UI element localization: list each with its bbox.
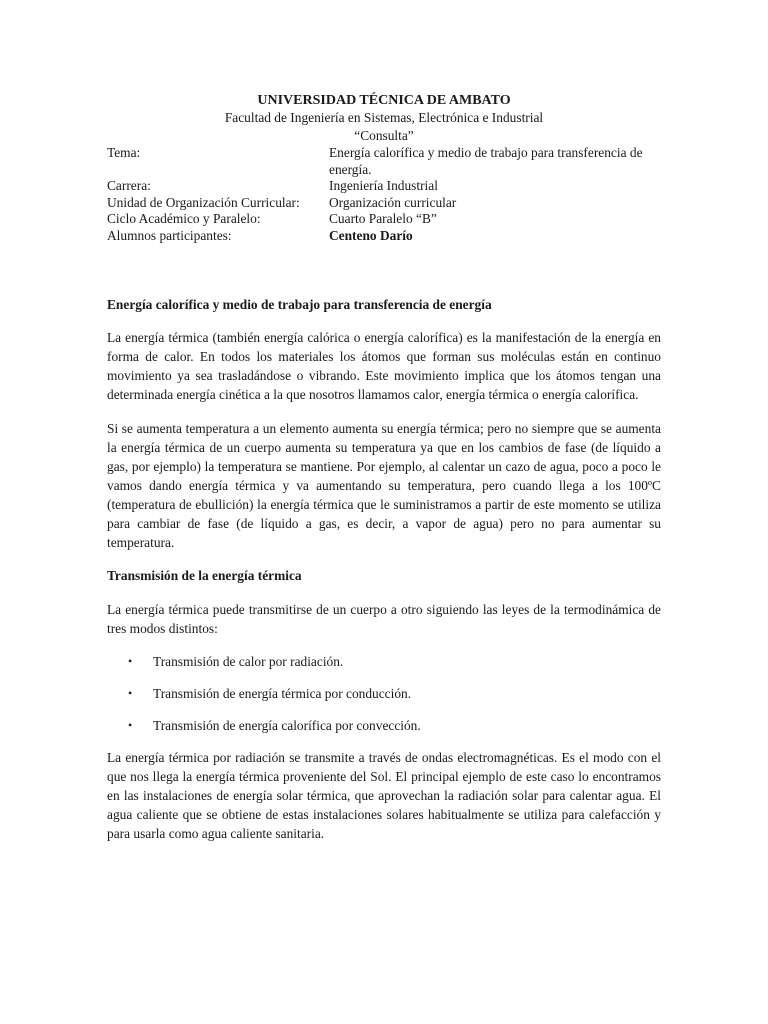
- bullet-icon: •: [128, 686, 133, 700]
- info-value-unidad: Organización curricular: [329, 194, 457, 210]
- paragraph-definition: La energía térmica (también energía calórica o energía calorífica) es la manifestación de la energía en forma de calor. En todos los materiales los átomos que forman sus moléculas están en continuo movimiento ya sea trasladándose o vibrando. Este movimiento implica que los átomos tengan una determinada energía cinética a la que nosotros llamamos calor, energía térmica o energía calorífica.: [107, 330, 661, 402]
- info-label-tema: Tema:: [107, 145, 141, 160]
- list-item: [107, 716, 661, 735]
- list-item-text: Transmisión de energía térmica por conducción.: [153, 686, 412, 701]
- section-heading-energy: Energía calorífica y medio de trabajo para transferencia de energía: [107, 297, 492, 312]
- info-value-alumnos: Centeno Darío: [329, 227, 413, 243]
- info-value-ciclo: Cuarto Paralelo “B”: [329, 211, 437, 226]
- bullet-icon: •: [128, 654, 133, 668]
- paragraph-radiation: La energía térmica por radiación se transmite a través de ondas electromagnéticas. Es el modo con el que nos llega la energía térmica proveniente del Sol. El principal ejemplo de este caso lo encontramos en las instalaciones de energía solar térmica, que aprovechan la radiación solar para calentar agua. El agua caliente que se obtiene de estas instalaciones solares habitualmente se utiliza para calefacción y para usarla como agua caliente sanitaria.: [107, 750, 661, 841]
- document-type: “Consulta”: [354, 128, 414, 143]
- info-value-tema: Energía calorífica y medio de trabajo para transferencia de energía.: [329, 145, 643, 177]
- list-item-text: Transmisión de energía calorífica por convección.: [153, 718, 421, 733]
- info-label-ciclo: Ciclo Académico y Paralelo:: [107, 211, 261, 226]
- info-label-alumnos: Alumnos participantes:: [107, 227, 232, 243]
- university-title: UNIVERSIDAD TÉCNICA DE AMBATO: [257, 93, 511, 108]
- transmission-modes-list: [107, 652, 661, 735]
- list-item: [107, 684, 661, 703]
- faculty-name: Facultad de Ingeniería en Sistemas, Electrónica e Industrial: [224, 110, 544, 125]
- info-label-unidad: Unidad de Organización Curricular:: [107, 194, 300, 210]
- info-label-carrera: Carrera:: [107, 178, 151, 193]
- section-heading-transmission: Transmisión de la energía térmica: [107, 568, 302, 583]
- list-item-text: Transmisión de calor por radiación.: [153, 654, 344, 669]
- paragraph-transmission-intro: La energía térmica puede transmitirse de un cuerpo a otro siguiendo las leyes de la termodinámica de tres modos distintos:: [107, 602, 661, 636]
- info-table: [107, 145, 661, 244]
- bullet-icon: •: [128, 718, 133, 732]
- paragraph-temperature: Si se aumenta temperatura a un elemento aumenta su energía térmica; pero no siempre que se aumenta la energía térmica de un cuerpo aumenta su temperatura ya que en los cambios de fase (de líquido a gas, por ejemplo) la temperatura se mantiene. Por ejemplo, al calentar un cazo de agua, poco a poco le vamos dando energía térmica y va aumentando su temperatura, pero cuando llega a los 100ºC (temperatura de ebullición) la energía térmica que le suministramos a partir de este momento se utiliza para cambiar de fase (de líquido a gas, es decir, a vapor de agua) pero no para aumentar su temperatura.: [107, 421, 661, 550]
- info-value-carrera: Ingeniería Industrial: [329, 178, 438, 193]
- list-item: [107, 652, 661, 671]
